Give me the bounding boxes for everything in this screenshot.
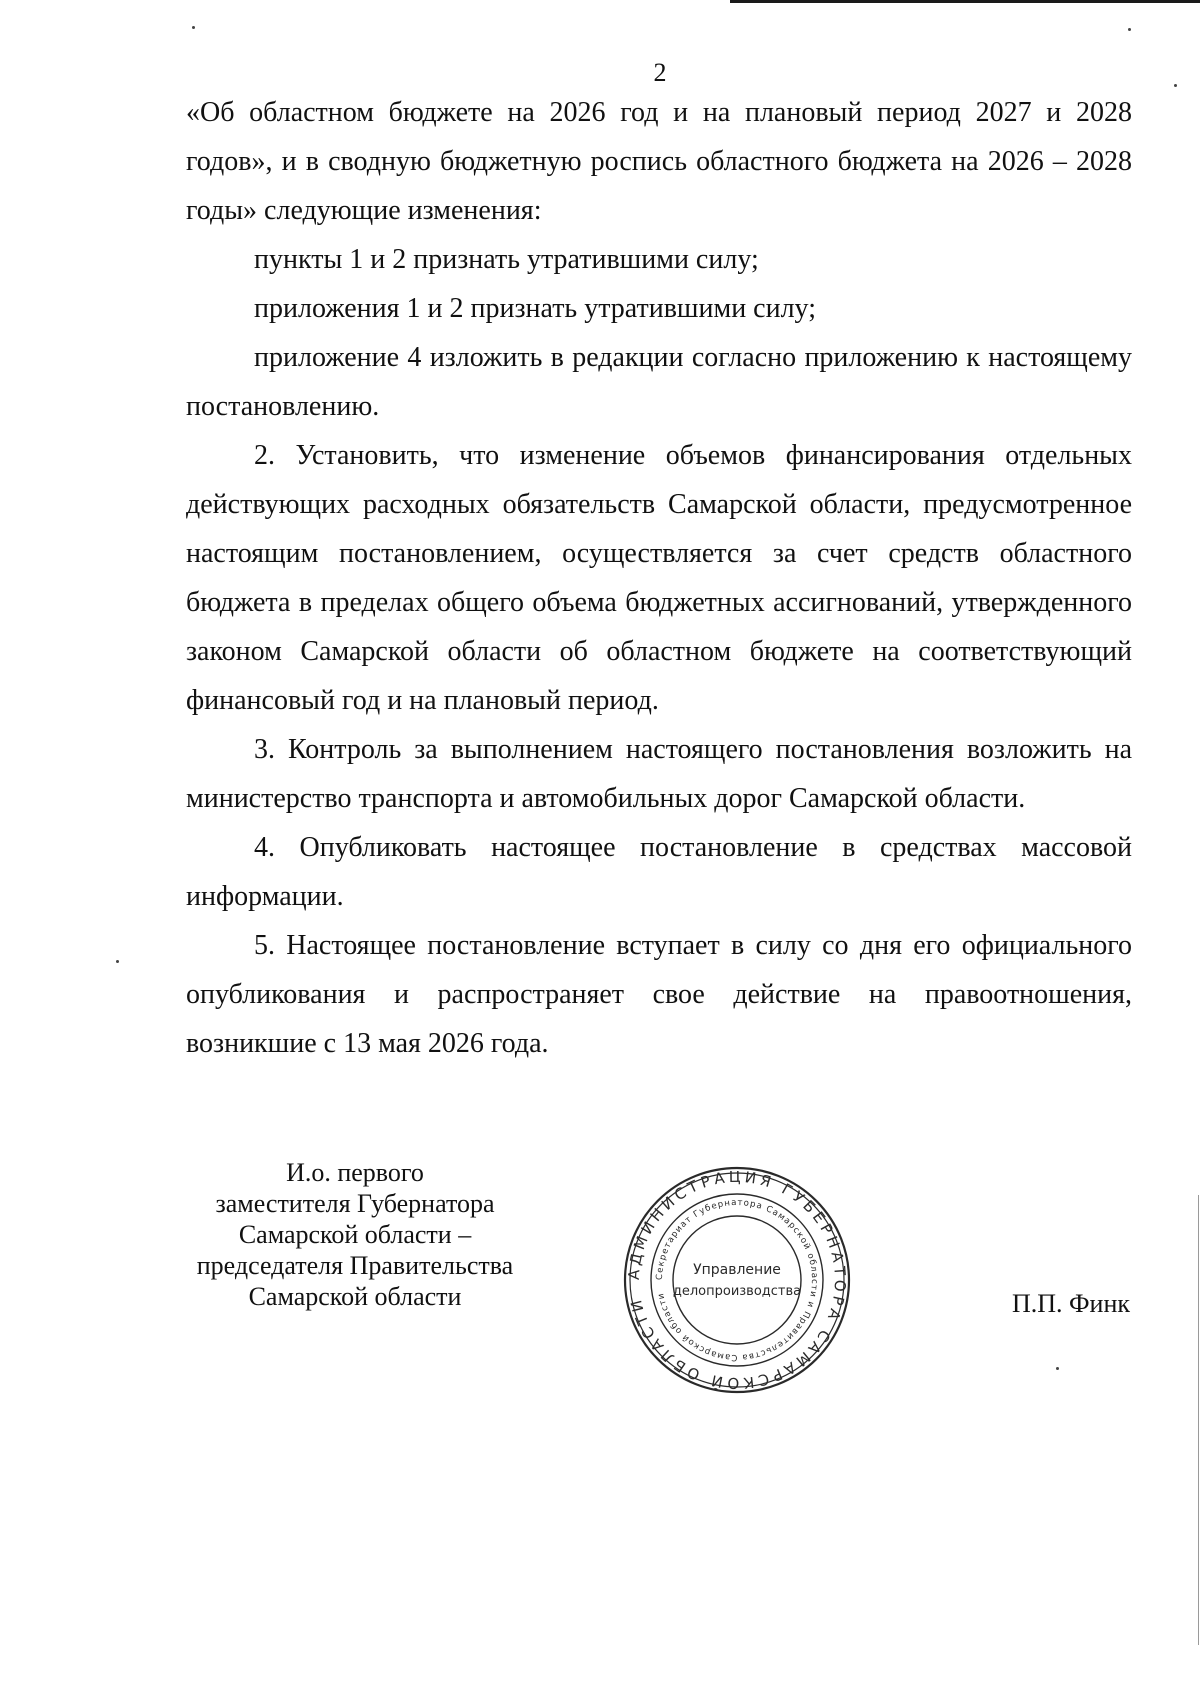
signatory-position [170, 1157, 540, 1312]
official-seal-stamp [622, 1165, 852, 1395]
scan-speck [116, 960, 119, 963]
seal-outer-text: АДМИНИСТРАЦИЯ ГУБЕРНАТОРА САМАРСКОЙ ОБЛАСТИ [624, 1167, 850, 1393]
signatory-position-line: председателя Правительства [196, 1251, 514, 1280]
scan-speck [1056, 1367, 1059, 1370]
signatory-position-line: заместителя Губернатора [215, 1189, 495, 1218]
seal-middle-text: Секретариат Губернатора Самарской области и Правительства Самарской области [654, 1197, 820, 1363]
signatory-position-line: Самарской области [248, 1282, 462, 1311]
paragraph: приложения 1 и 2 признать утратившими силу; [254, 293, 816, 324]
paragraph: 5. Настоящее постановление вступает в силу со дня его официального опубликования и распространяет свое действие на правоотношения, возникшие с 13 мая 2026 года. [186, 930, 1132, 1059]
scan-edge-line [1198, 1195, 1199, 1645]
scan-speck [1128, 28, 1131, 31]
page-number: 2 [653, 58, 667, 87]
paragraph: 2. Установить, что изменение объемов финансирования отдельных действующих расходных обязательств Самарской области, предусмотренное настоящим постановлением, осуществляется за счет средств областного бюджета в пределах общего объема бюджетных ассигнований, утвержденного законом Самарской области об областном бюджете на соответствующий финансовый год и на плановый период. [186, 440, 1132, 716]
scan-speck [192, 26, 195, 29]
paragraph: «Об областном бюджете на 2026 год и на плановый период 2027 и 2028 годов», и в сводную бюджетную роспись областного бюджета на 2026 – 2028 годы» следующие изменения: [186, 97, 1132, 226]
paragraph: приложение 4 изложить в редакции согласно приложению к настоящему постановлению. [186, 342, 1132, 422]
seal-center-line-1: Управление [693, 1262, 781, 1278]
signer-name: П.П. Финк [1011, 1289, 1130, 1318]
top-border-line [730, 0, 1200, 3]
signatory-position-line: И.о. первого [286, 1158, 424, 1187]
paragraph: пункты 1 и 2 признать утратившими силу; [254, 244, 759, 275]
signatory-position-line: Самарской области – [238, 1220, 472, 1249]
seal-center-line-2: делопроизводства [672, 1284, 802, 1299]
paragraph: 3. Контроль за выполнением настоящего постановления возложить на министерство транспорта и автомобильных дорог Самарской области. [186, 734, 1132, 814]
document-body [186, 88, 1132, 1068]
paragraph: 4. Опубликовать настоящее постановление в средствах массовой информации. [186, 832, 1132, 912]
